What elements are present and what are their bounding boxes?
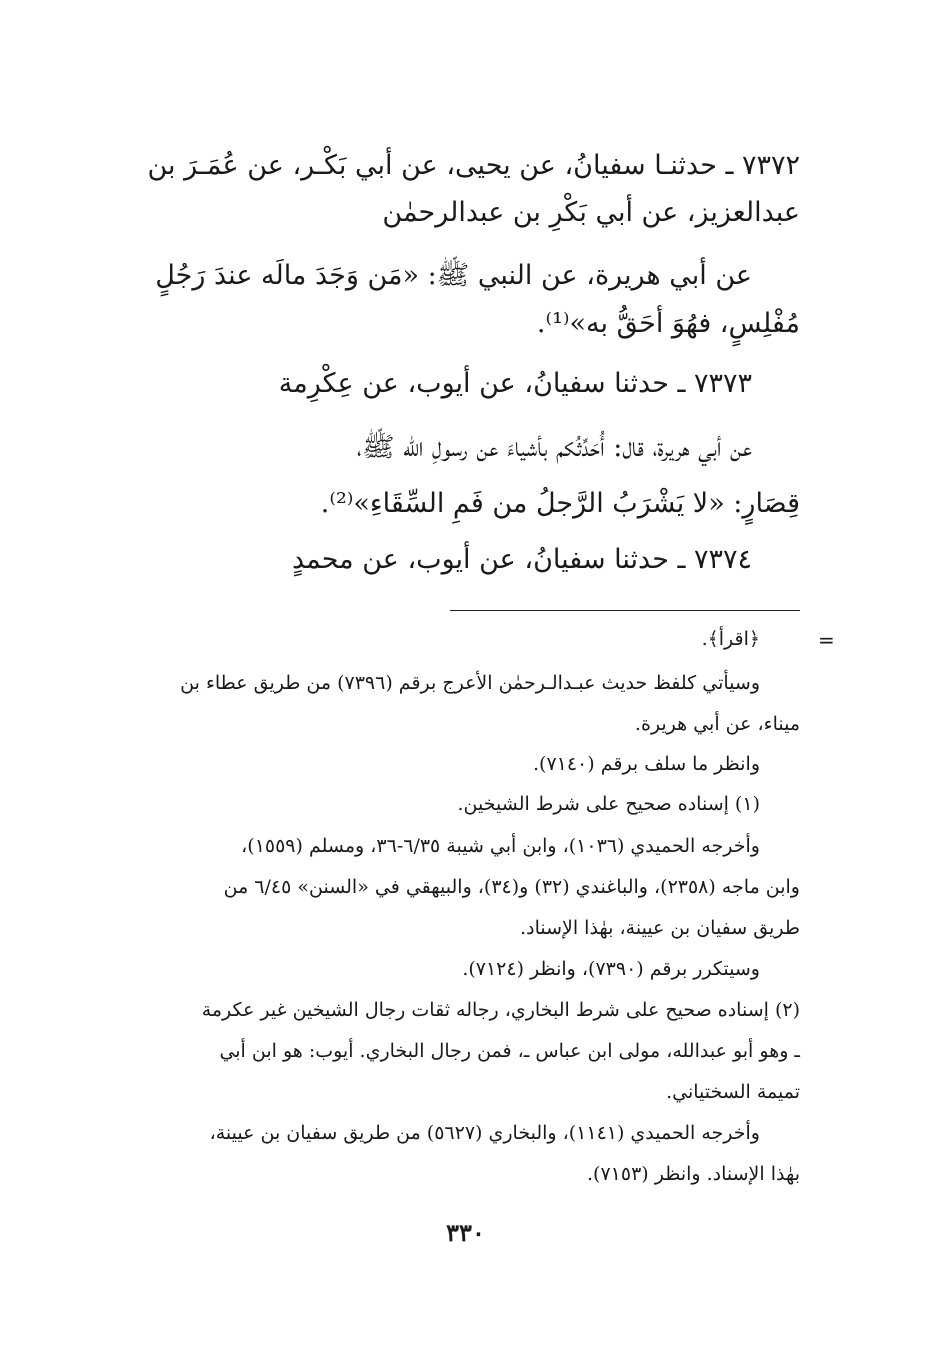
footnote-line: وسيأتي كلفظ حديث عبـدالـرحمٰن الأعرج برقم (٧٣٩٦) من طريق عطاء بن xyxy=(180,672,760,694)
book-page xyxy=(100,0,800,1360)
footnote-line: ـ وهو أبو عبدالله، مولى ابن عباس ـ، فمن رجال البخاري. أيوب: هو ابن أبي xyxy=(219,1040,800,1062)
footnote-1-start: (١) إسناده صحيح على شرط الشيخين. xyxy=(457,793,760,815)
continuation-mark: = xyxy=(818,628,835,652)
hadith-7373-line-1: ٧٣٧٣ ـ حدثنا سفيانُ، عن أيوب، عن عِكْرِمة xyxy=(278,368,752,399)
page-number: ٣٣٠ xyxy=(446,1218,485,1247)
footnote-line: وابن ماجه (٢٣٥٨)، والباغندي (٣٢) و(٣٤)، والبيهقي في «السنن» ٦/٤٥ من xyxy=(223,876,800,898)
footnote-line: وانظر ما سلف برقم (٧١٤٠). xyxy=(532,753,760,775)
footnote-line: ميناء، عن أبي هريرة. xyxy=(634,713,800,735)
hadith-7372-line-1: ٧٣٧٢ ـ حدثنـا سفيانُ، عن يحيى، عن أبي بَكْـر، عن عُمَـرَ بن xyxy=(147,150,800,181)
footnote-line: تميمة السختياني. xyxy=(666,1081,800,1103)
footnote-line: بهٰذا الإسناد. وانظر (٧١٥٣). xyxy=(587,1163,800,1185)
footnote-2-start: (٢) إسناده صحيح على شرط البخاري، رجاله ثقات رجال الشيخين غير عكرمة xyxy=(201,999,800,1021)
footnote-line: وأخرجه الحميدي (١٠٣٦)، وابن أبي شيبة ٦/٣٥-٣٦، ومسلم (١٥٥٩)، xyxy=(241,835,760,857)
hadith-7373-line-3: قِصَارٍ: «لا يَشْرَبُ الرَّجلُ من فَمِ السِّقَاءِ»⁽²⁾. xyxy=(320,488,800,519)
footnote-line: ﴿اقرأ﴾. xyxy=(701,628,760,650)
hadith-7373-line-2: عن أبي هريرة، قال: أُحَدِّثُكم بأشياءَ عن رسولِ الله ﷺ، xyxy=(356,432,752,463)
footnote-separator xyxy=(450,610,800,611)
hadith-7372-line-3: عن أبي هريرة، عن النبي ﷺ: «مَن وَجَدَ مالَه عندَ رَجُلٍ xyxy=(155,260,752,291)
hadith-7374-line-1: ٧٣٧٤ ـ حدثنا سفيانُ، عن أيوب، عن محمدٍ xyxy=(291,544,752,575)
hadith-7372-line-4: مُفْلِسٍ، فهُوَ أحَقُّ به»⁽¹⁾. xyxy=(536,308,800,339)
hadith-7372-line-2: عبدالعزيز، عن أبي بَكْرِ بن عبدالرحمٰن xyxy=(382,197,800,228)
footnote-line: طريق سفيان بن عيينة، بهٰذا الإسناد. xyxy=(520,917,800,939)
footnote-line: وأخرجه الحميدي (١١٤١)، والبخاري (٥٦٢٧) من طريق سفيان بن عيينة، xyxy=(209,1122,760,1144)
footnote-line: وسيتكرر برقم (٧٣٩٠)، وانظر (٧١٢٤). xyxy=(462,958,760,980)
